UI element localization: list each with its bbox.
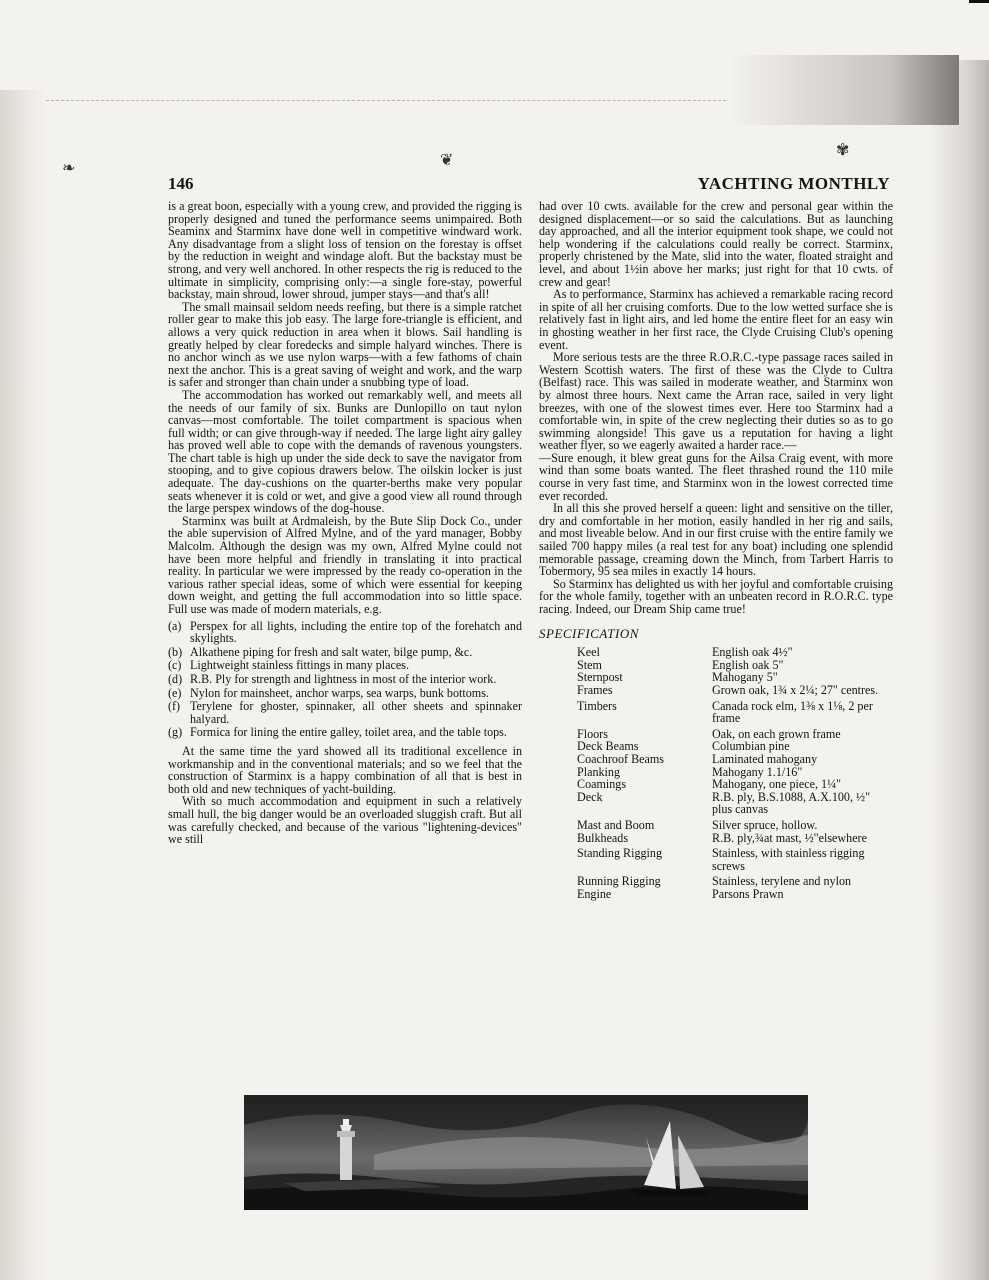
paragraph: had over 10 cwts. available for the crew and personal gear within the designed displacement—or so said the calculations. But as launching day approached, and all the interior equipment took shape, we could not help wondering if the calculations could really be correct. Starminx, properly christened by the Mate, slid into the water, floated straight and level, and about 1½in above her marks; just right for that 10 cwts. of crew and gear! xyxy=(539,199,893,289)
paragraph: In all this she proved herself a queen: light and sensitive on the tiller, dry and comfortable in her motion, easily handled in her rig and sails, and most liveable below. And in our first cruise with the entire family we sailed 700 happy miles (a real test for any boat) including one splendid memorable passage, creaming down the Minch, from Tarbert Harris to Tobermory, 95 sea miles in exactly 14 hours. xyxy=(539,501,893,579)
spec-row: Timbers Canada rock elm, 1⅜ x 1⅛, 2 per frame xyxy=(577,698,873,726)
scan-corner-shading xyxy=(729,55,959,125)
article-left-column xyxy=(168,200,522,846)
materials-list xyxy=(168,620,522,739)
list-item: (e) Nylon for mainsheet, anchor warps, sea warps, bunk bottoms. xyxy=(168,685,489,700)
spec-heading: SPECIFICATION xyxy=(539,625,639,641)
paragraph: With so much accommodation and equipment in such a relatively small hull, the big danger would be an overloaded sluggish craft. But all was carefully checked, and because of the various "lightening-devices" we still xyxy=(168,794,522,847)
spec-row: Mast and Boom Silver spruce, hollow. xyxy=(577,817,818,832)
specification-table xyxy=(539,646,893,900)
lighthouse-yacht-illustration xyxy=(244,1095,808,1210)
ornament-icon: ❦ xyxy=(440,152,454,169)
spec-row: Coachroof Beams Laminated mahogany xyxy=(577,751,818,766)
spec-row: Stem English oak 5" xyxy=(577,657,784,672)
spec-row: Keel English oak 4½" xyxy=(577,645,793,660)
paragraph: More serious tests are the three R.O.R.C.-type passage races sailed in Western Scottish waters. The first of these was the Clyde to Cultra (Belfast) race. This was sailed in moderate weather, and Starminx won by almost three hours. Next came the Arran race, sailed in very light breezes, with one of the slowest times ever. Here too Starminx had a comfortable win, in spite of the crew neglecting their duties so as to go swimming alongside! This gave us a reputation for having a light weather flyer, so we eagerly awaited a harder race.— xyxy=(539,350,893,453)
spec-row: Frames Grown oak, 1¾ x 2¼; 27" centres. xyxy=(577,682,879,697)
list-item: (c) Lightweight stainless fittings in many places. xyxy=(168,658,409,673)
spec-row: Sternpost Mahogany 5" xyxy=(577,670,778,685)
spec-row: Running Rigging Stainless, terylene and nylon xyxy=(577,874,852,889)
list-item: (f) Terylene for ghoster, spinnaker, all other sheets and spinnaker halyard. xyxy=(168,699,522,726)
page-number: 146 xyxy=(168,174,194,193)
spec-row: Planking Mahogany 1.1/16" xyxy=(577,764,803,779)
page-top-rule xyxy=(46,100,726,101)
scan-left-margin xyxy=(0,90,46,1280)
spec-row: Floors Oak, on each grown frame xyxy=(577,726,841,741)
ornament-icon: ✾ xyxy=(836,142,850,159)
paragraph: —Sure enough, it blew great guns for the Ailsa Craig event, with more wind than some boats wanted. The fleet thrashed round the 110 mile course in very fast time, and Starminx won in the lowest corrected time ever recorded. xyxy=(539,450,893,503)
spec-row: Deck R.B. ply, B.S.1088, A.X.100, ½" plus canvas xyxy=(577,789,871,817)
scan-right-margin xyxy=(929,60,989,1280)
paragraph: is a great boon, especially with a young crew, and provided the rigging is properly designed and tuned the performance seems unimpaired. Both Seaminx and Starminx have done well in competitive windward work. Any disadvantage from a slight loss of tension on the forestay is offset by the reduction in weight and windage aloft. But the backstay must be strong, and very well anchored. In other respects the rig is reduced to the ultimate in simplicity, comprising only:—a single fore-stay, powerful backstay, main shroud, lower shroud, jumper stays—and that's all! xyxy=(168,199,522,302)
paragraph: At the same time the yard showed all its traditional excellence in workmanship and in the conventional materials; and so we feel that the construction of Starminx is a happy combination of all that is best in both old and new techniques of yacht-building. xyxy=(168,743,522,796)
article-right-column xyxy=(539,200,893,900)
spec-row: Deck Beams Columbian pine xyxy=(577,739,790,754)
list-item: (g) Formica for lining the entire galley, toilet area, and the table tops. xyxy=(168,725,507,740)
paragraph: So Starminx has delighted us with her joyful and comfortable cruising for the whole family, together with an unbeaten record in R.O.R.C. type racing. Indeed, our Dream Ship came true! xyxy=(539,576,893,616)
spec-row: Engine Parsons Prawn xyxy=(577,886,784,901)
spec-row: Coamings Mahogany, one piece, 1¼" xyxy=(577,777,842,792)
magazine-title: YACHTING MONTHLY xyxy=(697,174,890,193)
paragraph: The small mainsail seldom needs reefing, but there is a simple ratchet roller gear to make this job easy. The large fore-triangle is efficient, and allows a very quick reduction in area when it blows. Sail handling is greatly helped by clear foredecks and simple halyard winches. There is no anchor winch as we use nylon warps—with a few fathoms of chain next the anchor. This is a great saving of weight and work, and the warp is safer and stronger than chain under a snubbing type of load. xyxy=(168,299,522,390)
spec-row: Bulkheads R.B. ply,¾at mast, ½"elsewhere xyxy=(577,830,867,845)
list-item: (b) Alkathene piping for fresh and salt water, bilge pump, &c. xyxy=(168,644,473,659)
paragraph: As to performance, Starminx has achieved a remarkable racing record in spite of all her cruising comforts. Due to the low wetted surface she is relatively fast in light airs, and led home the entire fleet for an easy win in ghosting weather in her first race, the Clyde Cruising Club's opening event. xyxy=(539,287,893,352)
spec-row: Standing Rigging Stainless, with stainless rigging screws xyxy=(577,846,865,873)
scan-mark xyxy=(969,0,989,3)
running-head xyxy=(168,174,890,198)
paragraph: Starminx was built at Ardmaleish, by the Bute Slip Dock Co., under the able supervision of Alfred Mylne, and of the yard manager, Bobby Malcolm. Although the design was my own, Alfred Mylne could not have been more helpful and friendly in translating it into practical reality. In particular we were impressed by the ready co-operation in the various rather special ideas, some of which were essential for keeping down weight, and getting the full accommodation into so little space. Full use was made of modern materials, e.g. xyxy=(168,513,522,616)
list-item: (a) Perspex for all lights, including the entire top of the forehatch and skylights. xyxy=(168,618,522,646)
ornament-icon: ❧ xyxy=(62,160,76,177)
paragraph: The accommodation has worked out remarkably well, and meets all the needs of our family of six. Bunks are Dunlopillo on taut nylon canvas—most comfortable. The toilet compartment is spacious when full width; or can give through-way if needed. The large light airy galley has proved well able to cope with the demands of ravenous youngsters. The chart table is high up under the side deck to save the navigator from stooping, and to give copious drawers below. The oilskin locker is just adequate. The day-cushions on the quarter-berths make very popular seats whenever it is cold or wet, and give a good view all round through the large perspex windows of the dog-house. xyxy=(168,387,522,516)
list-item: (d) R.B. Ply for strength and lightness in most of the interior work. xyxy=(168,671,497,686)
